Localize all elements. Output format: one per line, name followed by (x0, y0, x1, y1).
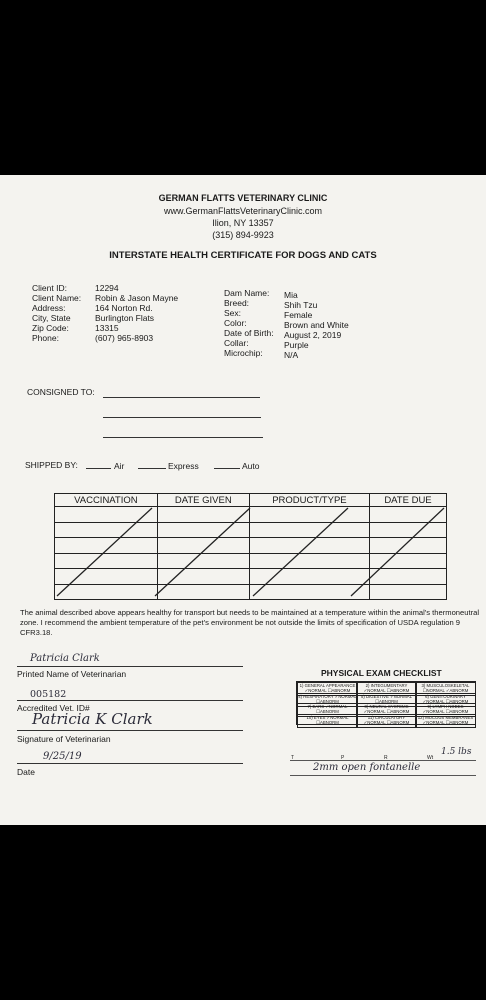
header-product-type: PRODUCT/TYPE (249, 494, 369, 507)
exam-item: 2) INTEGUMENTARY ✓NORMAL ☐ABNORM (356, 682, 417, 696)
exam-item: 5) DIGESTIVE ✓NORMAL ☐ABNORM (356, 693, 417, 707)
exam-item: 8) NEURAL SYSTEMS ✓NORMAL ☐ABNORM (356, 703, 417, 717)
animal-labels: Dam Name: Breed: Sex: Color: Date of Birth: Collar: Microchip: (224, 288, 274, 358)
vet-id-handwritten: 005182 (30, 689, 67, 700)
exam-item: 11) CIRCULATORY ✓NORMAL ☐ABNORM (356, 714, 417, 728)
vet-signature-handwritten: Patricia K Clark (32, 710, 153, 728)
vet-id-label: Accredited Vet. ID# (17, 703, 90, 713)
animal-values: Mia Shih Tzu Female Brown and White August 2, 2019 Purple N/A (284, 290, 349, 360)
exam-item: 6) GENITOURINARY ✓NORMAL ☐ABNORM (415, 693, 476, 707)
date-label: Date (17, 767, 35, 777)
client-values: 12294 Robin & Jason Mayne 164 Norton Rd. Burlington Flats 13315 (607) 965-8903 (95, 283, 179, 343)
shipped-air-line (86, 468, 111, 469)
date-line (17, 763, 243, 764)
clinic-phone: (315) 894-9923 (212, 230, 274, 240)
exam-note-handwritten: 2mm open fontanelle (313, 762, 421, 773)
temp-label: T (291, 755, 295, 761)
certificate-paper (0, 175, 486, 825)
vitals-line (290, 760, 476, 761)
exam-item: 7) EARS ✓NORMAL ☐ABNORM (297, 703, 358, 717)
exam-note-line (290, 775, 476, 776)
health-statement: The animal described above appears healthy for transport but needs to be maintained at a temperature within the animal's thermoneutral zone. I recommend the ambient temperature of the pet's environment be not outside the limits of specification of USDA regulation 9 CFR3.18. (20, 608, 480, 637)
shipped-air: Air (114, 461, 125, 471)
header-date-given: DATE GIVEN (157, 494, 249, 507)
consigned-label: CONSIGNED TO: (27, 387, 95, 397)
void-strikes (54, 506, 447, 599)
clinic-city: Ilion, NY 13357 (212, 218, 274, 228)
vet-name-label: Printed Name of Veterinarian (17, 669, 127, 679)
exam-title: PHYSICAL EXAM CHECKLIST (321, 668, 442, 678)
consigned-line-2 (103, 417, 261, 418)
date-handwritten: 9/25/19 (43, 751, 82, 762)
consigned-line-3 (103, 437, 263, 438)
weight-handwritten: 1.5 lbs (441, 747, 472, 757)
vet-id-line (17, 700, 243, 701)
clinic-website: www.GermanFlattsVeterinaryClinic.com (163, 206, 323, 216)
vet-name-line (17, 666, 243, 667)
header-date-due: DATE DUE (369, 494, 446, 507)
weight-label: Wt (427, 755, 434, 761)
exam-item: 10) EYES ✓NORMAL ☐ABNORM (297, 714, 358, 728)
exam-item: 4) RESPIRATORY ✓NORMAL ☐ABNORM (297, 693, 358, 707)
exam-item: 1) GENERAL APPEARANCE ✓NORMAL ☐ABNORM (297, 682, 358, 696)
shipped-label: SHIPPED BY: (25, 460, 78, 470)
shipped-auto: Auto (242, 461, 260, 471)
resp-label: R (384, 755, 388, 761)
vet-name-handwritten: Patricia Clark (30, 653, 100, 664)
shipped-express: Express (168, 461, 199, 471)
page-title: INTERSTATE HEALTH CERTIFICATE FOR DOGS AND CATS (109, 250, 377, 261)
clinic-name: GERMAN FLATTS VETERINARY CLINIC (158, 193, 328, 203)
consigned-line-1 (103, 397, 260, 398)
exam-item: 3) MUSCULOSKELETAL ☐NORMAL ✓ABNORM (415, 682, 476, 696)
shipped-express-line (138, 468, 166, 469)
shipped-auto-line (214, 468, 240, 469)
vet-signature-label: Signature of Veterinarian (17, 734, 111, 744)
exam-item: 9) LYMPH NODES ✓NORMAL ☐ABNORM (415, 703, 476, 717)
header-vaccination: VACCINATION (55, 494, 158, 507)
exam-checklist (296, 681, 476, 725)
vet-signature-line (17, 730, 243, 731)
client-labels: Client ID: Client Name: Address: City, State Zip Code: Phone: (32, 283, 82, 343)
exam-item: 12) MUCOUS MEMBRANES ✓NORMAL ☐ABNORM (415, 714, 476, 728)
pulse-label: P (341, 755, 345, 761)
